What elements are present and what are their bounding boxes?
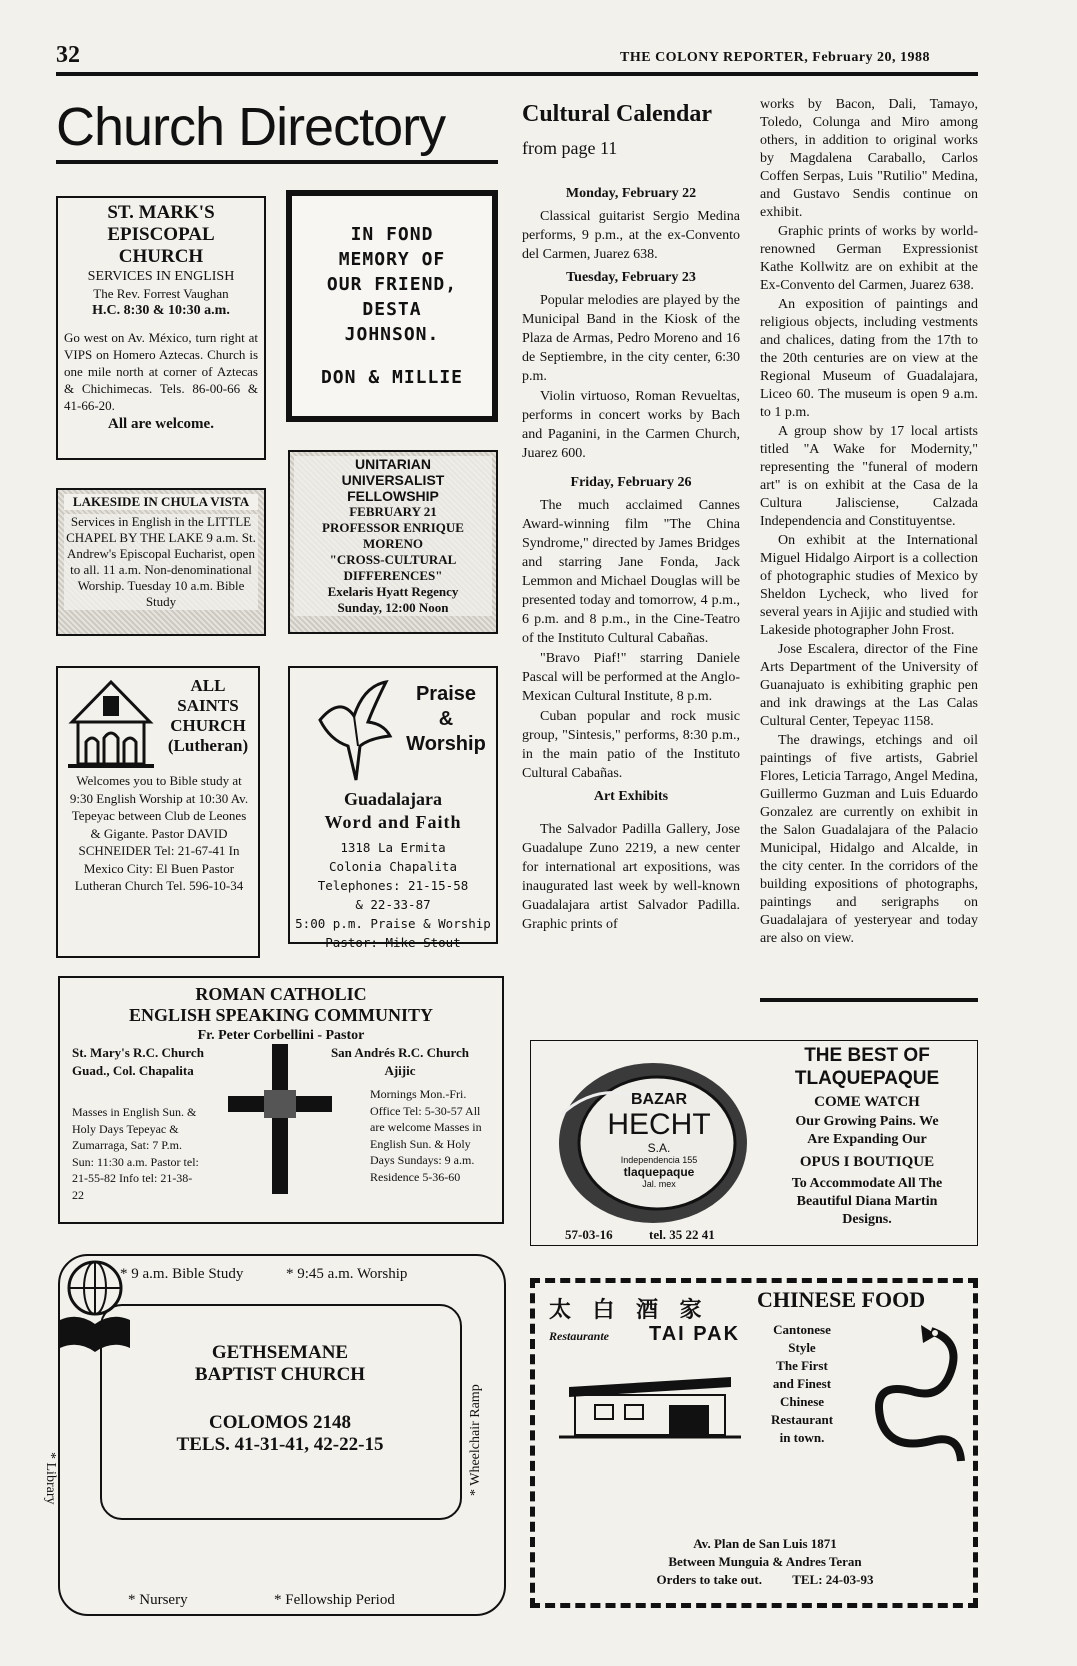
unitarian-line-5: PROFESSOR ENRIQUE — [322, 520, 464, 535]
praise-line-1: Praise — [415, 683, 477, 705]
bazar-logo-6: Jal. mex — [642, 1179, 676, 1189]
praise-address: 1318 La Ermita — [340, 840, 446, 855]
taipak-text-1: Cantonese — [773, 1322, 831, 1337]
calendar-item-regional-museum: An exposition of paintings and religious objects, including vestments and chalices, dating from the 17th to the 20th centuries are on view at the Regional Museum of Guadalajara, Liceo 60. The museum is open 9 a.m. to 1 p.m. — [760, 297, 978, 420]
baptist-nursery: * Nursery — [128, 1592, 188, 1608]
calendar-item-kollwitz: Graphic prints of works by world-renowned German Expressionist Kathe Kollwitz are on exhibit at the Ex-Convento del Carmen, Juarez 638. — [760, 224, 978, 293]
baptist-name-2: BAPTIST CHURCH — [194, 1364, 366, 1385]
calendar-item-sintesis: Cuban popular and rock music group, "Sintesis," performs, 8:30 p.m., in the main patio of the Instituto Cultural Cabañas. — [522, 709, 740, 781]
calendar-day-monday: Monday, February 22 — [565, 186, 697, 201]
bazar-hecht-ad — [530, 1040, 978, 1246]
taipak-text-4: and Finest — [772, 1376, 832, 1391]
bazar-headline-3: COME WATCH — [814, 1094, 920, 1110]
taipak-orders: Orders to take out. — [656, 1572, 762, 1587]
taipak-address: Av. Plan de San Luis 1871 — [693, 1536, 837, 1551]
memorial-line-2: MEMORY OF — [338, 249, 446, 270]
all-saints-title-1: ALL — [190, 676, 226, 695]
lakeside-title: LAKESIDE IN CHULA VISTA — [64, 494, 258, 510]
st-marks-services: SERVICES IN ENGLISH — [87, 269, 235, 284]
bazar-logo-1: BAZAR — [631, 1091, 687, 1108]
taipak-text-3: The First — [776, 1358, 828, 1373]
st-marks-welcome: All are welcome. — [108, 416, 214, 432]
taipak-restaurante: Restaurante — [549, 1329, 610, 1343]
memorial-line-1: IN FOND — [350, 224, 434, 245]
church-building-icon — [64, 678, 158, 770]
bazar-headline-9: Designs. — [842, 1212, 892, 1227]
calendar-art-heading: Art Exhibits — [593, 789, 669, 804]
baptist-address: COLOMOS 2148 — [209, 1412, 351, 1433]
baptist-ad — [43, 1254, 506, 1616]
st-marks-rector: The Rev. Forrest Vaughan — [93, 286, 229, 301]
baptist-fellowship: * Fellowship Period — [274, 1592, 395, 1608]
praise-phones-2: & 22-33-87 — [355, 897, 431, 912]
praise-worship-ad — [288, 666, 498, 950]
bazar-phone-1: 57-03-16 — [565, 1227, 613, 1242]
bazar-logo-5: tlaquepaque — [623, 1165, 695, 1179]
calendar-item-guitar: Classical guitarist Sergio Medina performs, 9 p.m., at the ex-Convento del Carmen, Juarez 638. — [522, 209, 740, 262]
memorial-line-4: DESTA — [362, 299, 422, 320]
calendar-item-drawings: The drawings, etchings and oil paintings of five artists, Gabriel Flores, Leticia Tarrago, Angel Medina, Guillermo Guzman and Luis Eduardo Gonzalez are currently on exhibit in the Salon Guadalajara of the Palacio Municipal, Hidalgo and Alcalde, in the city center. In the corridors of the building expositions of photographs, paintings and serigraphs on Guadalajara of yesteryear and today are also on view. — [760, 733, 978, 946]
calendar-item-violin: Violin virtuoso, Roman Revueltas, performs in concert works by Bach and Paganini, in the Carmen Church, Juarez 600. — [522, 389, 740, 461]
baptist-wheelchair: * Wheelchair Ramp — [468, 1384, 483, 1496]
taipak-text-5: Chinese — [779, 1394, 825, 1409]
calendar-column-right — [760, 96, 978, 949]
taipak-chinese-name: 太 白 酒 家 — [549, 1297, 710, 1322]
bazar-headline-1: THE BEST OF — [804, 1045, 930, 1066]
calendar-item-wake: A group show by 17 local artists titled "A Wake for Modernity," representing the "funeral of modern art" is on exhibit at the Casa de la Cultura Jalisciense, Calzada Independencia and Constituyentse. — [760, 424, 978, 529]
praise-pastor: Pastor: Mike Stout — [325, 935, 461, 950]
catholic-title-1: ROMAN CATHOLIC — [195, 984, 367, 1004]
calendar-item-bacon: works by Bacon, Dali, Tamayo, Toledo, Colunga and Miro among others, in addition to original works by Magdalena Caraballo, Carlos Coffen Serpas, Luis "Rutilio" Medina, and Gustavo Sendis continue on exhibit. — [760, 97, 978, 220]
baptist-library: * Library — [43, 1452, 58, 1505]
bazar-phone-2: tel. 35 22 41 — [649, 1227, 715, 1242]
bazar-headline-6: OPUS I BOUTIQUE — [799, 1154, 935, 1170]
calendar-day-friday: Friday, February 26 — [570, 475, 692, 490]
bazar-headline-8: Beautiful Diana Martin — [796, 1194, 938, 1209]
unitarian-line-1: UNITARIAN — [355, 456, 431, 472]
calendar-item-airport: On exhibit at the International Miguel Hidalgo Airport is a collection of photographic studies of Mexico by Sheldon Lycheck, who lived for several years in Ajijic and studied with Lakeside photographer John Frost. — [760, 533, 978, 638]
page-number: 32 — [56, 42, 80, 68]
header-rule — [56, 72, 978, 76]
st-marks-directions: Go west on Av. México, turn right at VIPS on Homero Aztecas. Church is one mile north at corner of Aztecas & Chichimecas. Tels. 86-00-66 & 41-66-20. — [64, 330, 258, 413]
unitarian-ad — [288, 450, 498, 634]
praise-time: 5:00 p.m. Praise & Worship — [295, 916, 491, 931]
baptist-tels: TELS. 41-31-41, 42-22-15 — [176, 1434, 384, 1455]
taipak-text-7: in town. — [779, 1430, 825, 1445]
bazar-logo-4: Independencia 155 — [620, 1155, 698, 1165]
taipak-title: CHINESE FOOD — [757, 1287, 926, 1312]
unitarian-line-9: Exelaris Hyatt Regency — [327, 584, 459, 599]
bazar-headline-7: To Accommodate All The — [791, 1176, 943, 1191]
unitarian-line-6: MORENO — [363, 536, 423, 551]
catholic-priest: Fr. Peter Corbellini - Pastor — [197, 1028, 365, 1043]
catholic-left-church: St. Mary's R.C. Church — [72, 1045, 204, 1060]
unitarian-line-3: FELLOWSHIP — [347, 488, 439, 504]
calendar-item-escalera: Jose Escalera, director of the Fine Arts Department of the University of Guanajuato is exhibiting graphic pen and ink drawings at the Las Calas Cultural Center, Tepeyac 1158. — [760, 642, 978, 729]
all-saints-title-3: CHURCH — [170, 716, 246, 735]
unitarian-line-7: "CROSS-CULTURAL — [329, 552, 457, 567]
st-marks-times: H.C. 8:30 & 10:30 a.m. — [92, 303, 230, 318]
catholic-right-location: Ajijic — [384, 1063, 416, 1078]
roman-catholic-ad — [58, 976, 504, 1224]
unitarian-line-10: Sunday, 12:00 Noon — [337, 600, 449, 615]
praise-colonia: Colonia Chapalita — [329, 859, 457, 874]
memorial-signed: DON & MILLIE — [320, 367, 464, 388]
praise-line-2: & — [438, 708, 454, 730]
taipak-between: Between Munguia & Andres Teran — [668, 1554, 862, 1569]
calendar-end-rule — [760, 998, 978, 1002]
baptist-name-1: GETHSEMANE — [211, 1342, 349, 1363]
all-saints-ad — [56, 666, 260, 958]
taipak-text-6: Restaurant — [770, 1412, 834, 1427]
dragon-icon — [851, 1321, 971, 1469]
all-saints-text: Welcomes you to Bible study at 9:30 English Worship at 10:30 Av. Tepeyac between Club de Leones & Gigante. Pastor DAVID SCHNEIDER Tel: 21-67-41 In Mexico City: El Buen Pastor Lutheran Church Tel. 596-10-34 — [69, 773, 249, 893]
taipak-text-2: Style — [788, 1340, 816, 1355]
lakeside-ad — [56, 488, 266, 636]
catholic-left-location: Guad., Col. Chapalita — [72, 1063, 194, 1078]
bazar-logo-2: HECHT — [607, 1108, 711, 1141]
restaurant-building-icon — [559, 1357, 741, 1443]
calendar-item-film: The much acclaimed Cannes Award-winning film "The China Syndrome," directed by James Bridges and starring Jane Fonda, Jack Lemmon and Michael Douglas will be presented today and tomorrow, 4 p.m., 6 p.m. and 8 p.m., in the Cine-Teatro of the Instituto Cultural Cabañas. — [522, 498, 740, 646]
memorial-ad — [286, 190, 498, 422]
calendar-title: Cultural Calendar — [522, 101, 713, 127]
bazar-headline-5: Are Expanding Our — [807, 1132, 927, 1147]
memorial-line-3: OUR FRIEND, — [326, 274, 458, 295]
directory-title-rule — [56, 160, 498, 164]
catholic-left-masses: Masses in English Sun. & Holy Days Tepeyac & Zumarraga, Sat: 7 P.m. Sun: 11:30 a.m. Pastor tel: 21-55-82 Info tel: 21-38-22 — [72, 1105, 199, 1202]
calendar-item-padilla: The Salvador Padilla Gallery, Jose Guadalupe Zuno 2219, a new center for international art expositions, was inaugurated last week by well-known Guadalajara artist Salvador Padilla. Graphic prints of — [522, 822, 740, 932]
bazar-headline-4: Our Growing Pains. We — [795, 1114, 939, 1129]
bazar-headline-2: TLAQUEPAQUE — [794, 1068, 940, 1089]
praise-phones-1: Telephones: 21-15-58 — [317, 878, 469, 893]
calendar-subtitle: from page 11 — [522, 138, 618, 158]
publication-line: THE COLONY REPORTER, February 20, 1988 — [620, 50, 931, 65]
st-marks-title-1: ST. MARK'S — [107, 202, 215, 223]
taipak-name: TAI PAK — [649, 1323, 741, 1345]
directory-title: Church Directory — [56, 97, 446, 157]
memorial-line-5: JOHNSON. — [344, 324, 440, 345]
praise-name-2: Word and Faith — [324, 812, 462, 832]
st-marks-title-3: CHURCH — [118, 246, 204, 267]
lakeside-text: Services in English in the LITTLE CHAPEL BY THE LAKE 9 a.m. St. Andrew's Episcopal Eucharist, open to all. 11 a.m. Non-denominational Worship. Tuesday 10 a.m. Bible Study — [64, 514, 258, 610]
praise-line-3: Worship — [406, 733, 486, 755]
calendar-day-tuesday: Tuesday, February 23 — [566, 270, 696, 285]
all-saints-title-4: (Lutheran) — [167, 736, 249, 755]
all-saints-title-2: SAINTS — [177, 696, 239, 715]
baptist-schedule-2: * 9:45 a.m. Worship — [286, 1266, 408, 1282]
catholic-title-2: ENGLISH SPEAKING COMMUNITY — [128, 1005, 434, 1025]
st-marks-ad — [56, 196, 266, 460]
unitarian-line-2: UNIVERSALIST — [341, 472, 445, 488]
taipak-tel: TEL: 24-03-93 — [792, 1572, 874, 1587]
st-marks-title-2: EPISCOPAL — [107, 224, 215, 245]
catholic-right-masses: Mornings Mon.-Fri. Office Tel: 5-30-57 All are welcome Masses in English Sun. & Holy Days Sundays: 9 a.m. Residence 5-36-60 — [370, 1087, 482, 1184]
calendar-item-band: Popular melodies are played by the Municipal Band in the Kiosk of the Plaza de Armas, Pedro Moreno and 16 de Septiembre, in the city center, 6:30 p.m. — [522, 293, 740, 384]
unitarian-line-8: DIFFERENCES" — [343, 568, 443, 583]
praise-name-1: Guadalajara — [343, 789, 442, 809]
bazar-logo-3: S.A. — [647, 1141, 671, 1155]
baptist-schedule-1: * 9 a.m. Bible Study — [120, 1266, 244, 1282]
dove-icon — [310, 676, 396, 784]
tai-pak-ad — [530, 1278, 978, 1608]
catholic-right-church: San Andrés R.C. Church — [330, 1045, 470, 1060]
calendar-column-left — [522, 180, 740, 935]
unitarian-line-4: FEBRUARY 21 — [349, 504, 437, 519]
calendar-item-piaf: "Bravo Piaf!" starring Daniele Pascal will be performed at the Anglo-Mexican Cultural Institute, 8 p.m. — [522, 651, 740, 704]
